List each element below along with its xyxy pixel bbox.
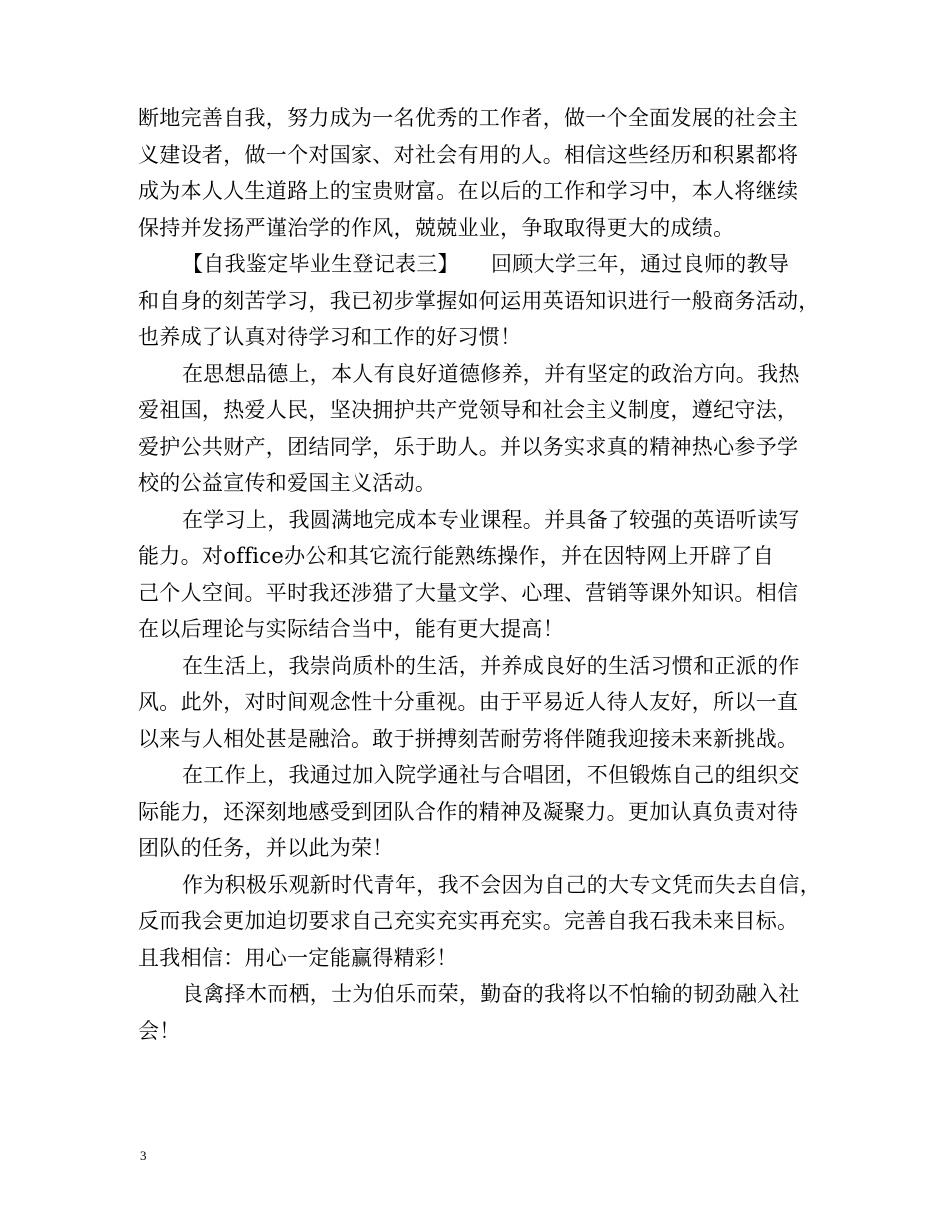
text-line: 以来与人相处甚是融洽。敢于拼搏刻苦耐劳将伴随我迎接未来新挑战。: [138, 726, 799, 751]
text-line: 作为积极乐观新时代青年，我不会因为自己的大专文凭而失去自信，: [182, 872, 821, 897]
text-line: 反而我会更加迫切要求自己充实充实再充实。完善自我石我未来目标。: [138, 909, 799, 933]
text-line: 风。此外，对时间观念性十分重视。由于平易近人待人友好，所以一直: [138, 690, 799, 714]
text-line: 团队的任务，并以此为荣！: [138, 836, 394, 860]
text-line: 际能力，还深刻地感受到团队合作的精神及凝聚力。更加认真负责对待: [138, 799, 799, 824]
text-line: 义建设者，做一个对国家、对社会有用的人。相信这些经历和积累都将: [138, 142, 799, 167]
text-line: 断地完善自我，努力成为一名优秀的工作者，做一个全面发展的社会主: [138, 106, 799, 130]
text-line: 【自我鉴定毕业生登记表三】 回顾大学三年，通过良师的教导: [182, 252, 790, 276]
text-line: 在思想品德上，本人有良好道德修养，并有坚定的政治方向。我热: [182, 361, 800, 386]
text-line: 在生活上，我崇尚质朴的生活，并养成良好的生活习惯和正派的作: [182, 653, 800, 678]
text-line: 也养成了认真对待学习和工作的好习惯！: [138, 325, 522, 349]
document-body: [138, 100, 821, 1049]
text-line: 良禽择木而栖，士为伯乐而荣，勤奋的我将以不怕输的韧劲融入社: [182, 982, 800, 1006]
text-line: 在以后理论与实际结合当中，能有更大提高！: [138, 617, 564, 641]
text-line: 爱护公共财产，团结同学，乐于助人。并以务实求真的精神热心参予学: [138, 434, 799, 459]
text-line: 爱祖国，热爱人民，坚决拥护共产党领导和社会主义制度，遵纪守法，: [138, 398, 799, 422]
text-line: 校的公益宣传和爱国主义活动。: [138, 471, 437, 495]
text-line: 在工作上，我通过加入院学通社与合唱团，不但锻炼自己的组织交: [182, 763, 800, 787]
text-line: 会！: [138, 1018, 181, 1043]
text-line: 己个人空间。平时我还涉猎了大量文学、心理、营销等课外知识。相信: [138, 580, 799, 605]
text-line: 能力。对office办公和其它流行能熟练操作，并在因特网上开辟了自: [138, 544, 774, 568]
text-line: 且我相信：用心一定能赢得精彩！: [138, 945, 458, 970]
text-line: 在学习上，我圆满地完成本专业课程。并具备了较强的英语听读写: [182, 507, 800, 532]
text-line: 保持并发扬严谨治学的作风，兢兢业业，争取取得更大的成绩。: [138, 215, 735, 240]
text-line: 和自身的刻苦学习，我已初步掌握如何运用英语知识进行一般商务活动，: [138, 288, 820, 313]
page-number: 3: [140, 1148, 147, 1163]
text-line: 成为本人人生道路上的宝贵财富。在以后的工作和学习中，本人将继续: [138, 179, 799, 203]
